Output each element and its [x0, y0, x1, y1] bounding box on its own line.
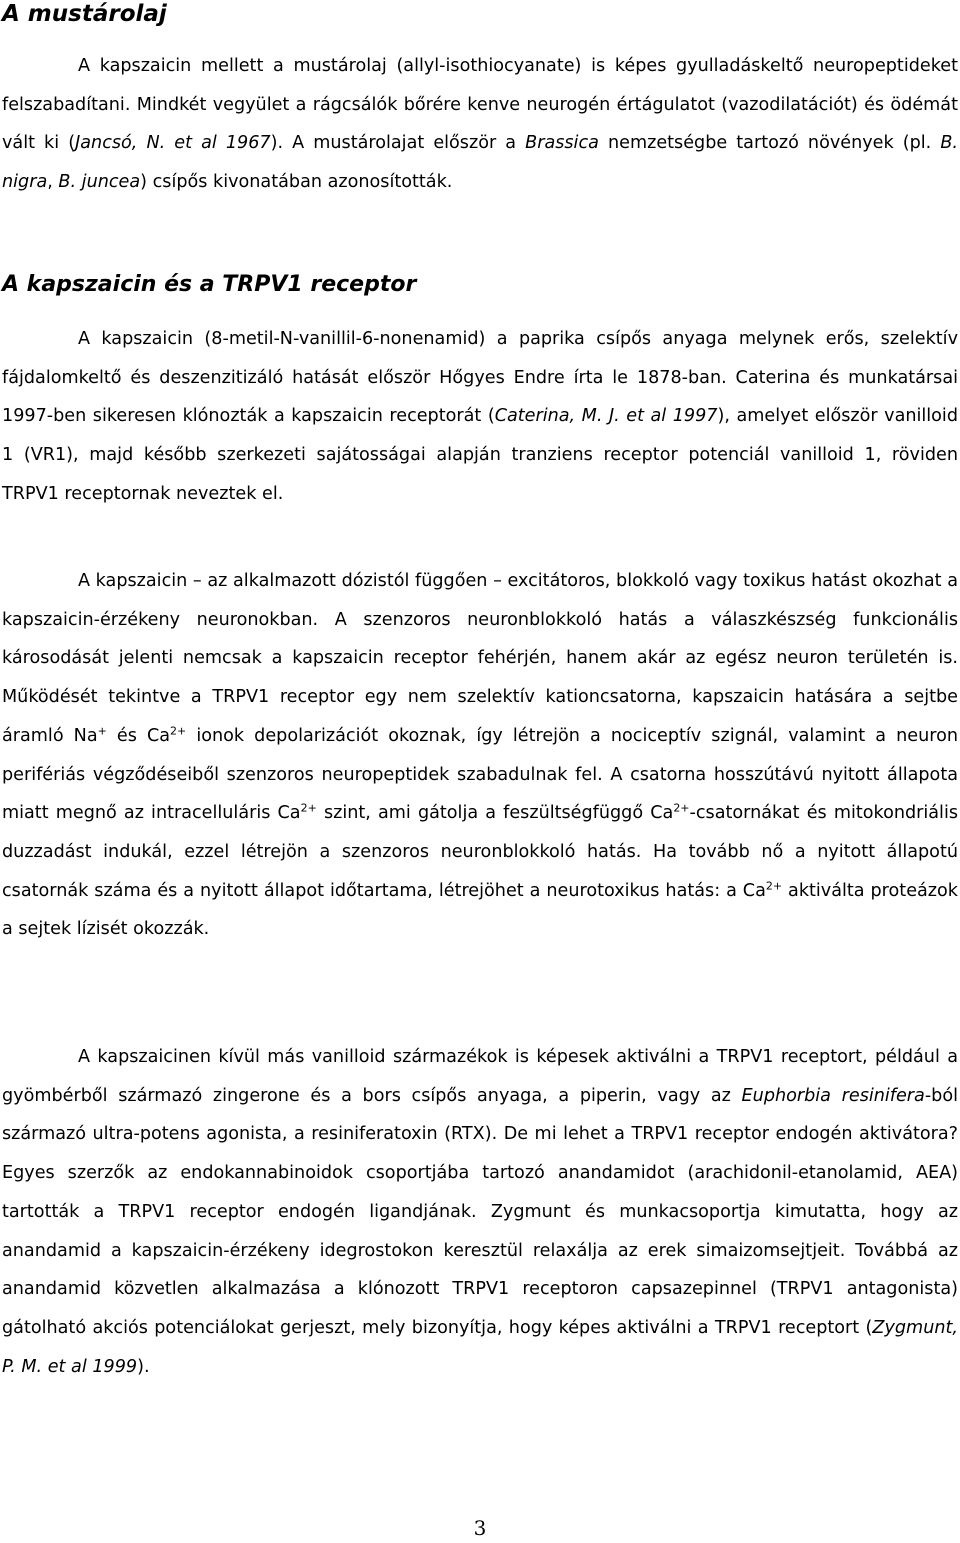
section-heading-trpv1: A kapszaicin és a TRPV1 receptor	[2, 272, 417, 297]
superscript: 2+	[300, 801, 317, 815]
species-name: B. nigra	[2, 133, 958, 193]
superscript: 2+	[170, 724, 187, 738]
paragraph-kapszaicin-intro	[2, 320, 958, 514]
species-name: Euphorbia resinifera	[741, 1085, 925, 1106]
superscript: 2+	[673, 801, 690, 815]
text-run: aktiválta proteázok a sejtek lízisét okozzák.	[2, 880, 958, 940]
text-run: ).	[137, 1356, 150, 1377]
text-run: ,	[47, 172, 59, 193]
text-run: -csatornákat és mitokondriális duzzadást indukál, ezzel létrejön a szenzoros neuronblokkoló hatás. Ha tovább nő a nyitott állapotú csatornák száma és a nyitott állapot időtartama, létrejöhet a neurotoxikus hatás: a Ca	[2, 803, 959, 901]
superscript: 2+	[765, 879, 783, 893]
text-run: ) csípős kivonatában azonosították.	[140, 172, 453, 193]
text-run: ), amelyet először vanilloid 1 (VR1), majd később szerkezeti sajátosságai alapján tranziens receptor potenciál vanilloid 1, röviden TRPV1 receptornak neveztek el.	[2, 406, 958, 504]
text-run: -ból származó ultra-potens agonista, a resiniferatoxin (RTX). De mi lehet a TRPV1 receptor endogén aktivátora? Egyes szerzők az endokannabinoidok csoportjába tartozó anandamidot (arachidonil-etanolamid, AEA) tartották a TRPV1 receptor endogén ligandjának. Zygmunt és munkacsoportja kimutatta, hogy az anandamid a kapszaicin-érzékeny idegrostokon keresztül relaxálja az erek simaizomsejtjeit. Továbbá az anandamid közvetlen alkalmazása a klónozott TRPV1 receptoron capsazepinnel (TRPV1 antagonista) gátolható akciós potenciálokat gerjeszt, mely bizonyítja, hogy képes aktiválni a TRPV1 receptort (	[2, 1085, 958, 1338]
text-run: A kapszaicin – az alkalmazott dózistól függően – excitátoros, blokkoló vagy toxikus hatást okozhat a kapszaicin-érzékeny neuronokban. A szenzoros neuronblokkoló hatás a válaszkészség funkcionális károsodását jelenti nemcsak a kapszaicin receptor fehérjén, hanem akár az egész neuron területén is. Működését tekintve a TRPV1 receptor egy nem szelektív kationcsatorna, kapszaicin hatására a sejtbe áramló Na	[2, 571, 958, 746]
text-run: A kapszaicinen kívül más vanilloid származékok is képesek aktiválni a TRPV1 receptort, például a gyömbérből származó zingerone és a bors csípős anyaga, a piperin, vagy az	[2, 1047, 958, 1106]
superscript: +	[97, 724, 107, 738]
text-run: ). A mustárolajat először a	[270, 133, 526, 154]
text-run: nemzetségbe tartozó növények (pl.	[598, 133, 941, 154]
text-run: és Ca	[106, 725, 171, 746]
citation: Jancsó, N. et al 1967	[75, 133, 271, 154]
paragraph-vanilloid-szarmazekok	[2, 1038, 958, 1386]
text-run: szint, ami gátolja a feszültségfüggő Ca	[316, 803, 674, 824]
citation: Zygmunt, P. M. et al 1999	[2, 1317, 958, 1377]
page-number: 3	[473, 1516, 487, 1540]
species-name: B. juncea	[58, 172, 141, 193]
citation: Caterina, M. J. et al 1997	[494, 406, 718, 427]
text-run: A kapszaicin mellett a mustárolaj (allyl-isothiocyanate) is képes gyulladáskeltő neuropeptideket felszabadítani. Mindkét vegyület a rágcsálók bőrére kenve neurogén értágulatot (vazodilatációt) és ödémát vált ki (	[2, 56, 958, 154]
text-run: A kapszaicin (8-metil-N-vanillil-6-nonenamid) a paprika csípős anyaga melynek erős, szelektív fájdalomkeltő és deszenzitizáló hatását először Hőgyes Endre írta le 1878-ban. Caterina és munkatársai 1997-ben sikeresen klónozták a kapszaicin receptorát (	[2, 329, 958, 427]
text-run: ionok depolarizációt okoznak, így létrejön a nociceptív szignál, valamint a neuron perifériás végződéseiből szenzoros neuropeptidek szabadulnak fel. A csatorna hosszútávú nyitott állapota miatt megnő az intracelluláris Ca	[2, 725, 958, 824]
genus-name: Brassica	[525, 133, 599, 154]
paragraph-kapszaicin-hatas	[2, 562, 958, 949]
paragraph-mustarolaj	[2, 47, 958, 202]
section-heading-mustarolaj: A mustárolaj	[2, 1, 167, 27]
